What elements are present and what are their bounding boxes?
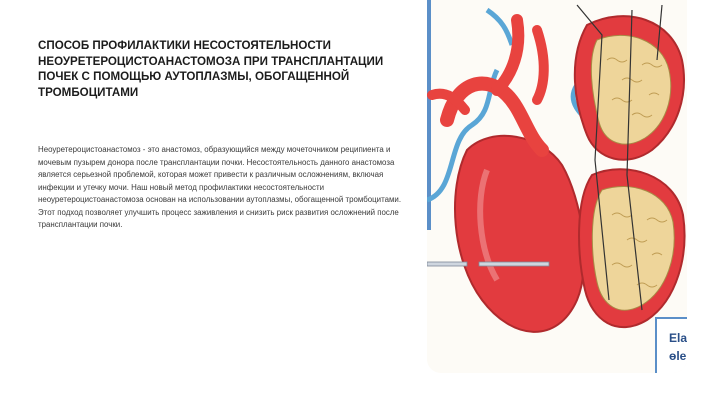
illustration-label-line1: Ela [669, 331, 687, 345]
illustration-label-line2: өlе [669, 349, 687, 363]
illustration-label [669, 329, 687, 365]
slide-body-text: Неоуретероцистоанастомоз - это анастомоз, образующийся между мочеточником реципиента и мочевым пузырем донора после трансплантации почки. Несостоятельность данного анастомоза является серьезной проблемой, которая может привести к различным осложнениям, включая инфекции и утечку мочи. Наш новый метод профилактики несостоятельности неоуретероцистоанастомоза основан на использовании аутоплазмы, обогащенной тромбоцитами. Этот подход позволяет улучшить процесс заживления и снизить риск развития осложнений после трансплантации почки. [38, 145, 402, 229]
slide-title: СПОСОБ ПРОФИЛАКТИКИ НЕСОСТОЯТЕЛЬНОСТИ НЕОУРЕТЕРОЦИСТОАНАСТОМОЗА ПРИ ТРАНСПЛАНТАЦИИ ПОЧЕК С ПОМОЩЬЮ АУТОПЛАЗМЫ, ОБОГАЩЕННОЙ ТРОМБОЦИТАМИ [38, 39, 384, 99]
kidney-transplant-illustration [427, 0, 687, 373]
catheter [479, 262, 549, 266]
frame-edge [427, 0, 431, 230]
illustration-drawing [427, 0, 687, 373]
